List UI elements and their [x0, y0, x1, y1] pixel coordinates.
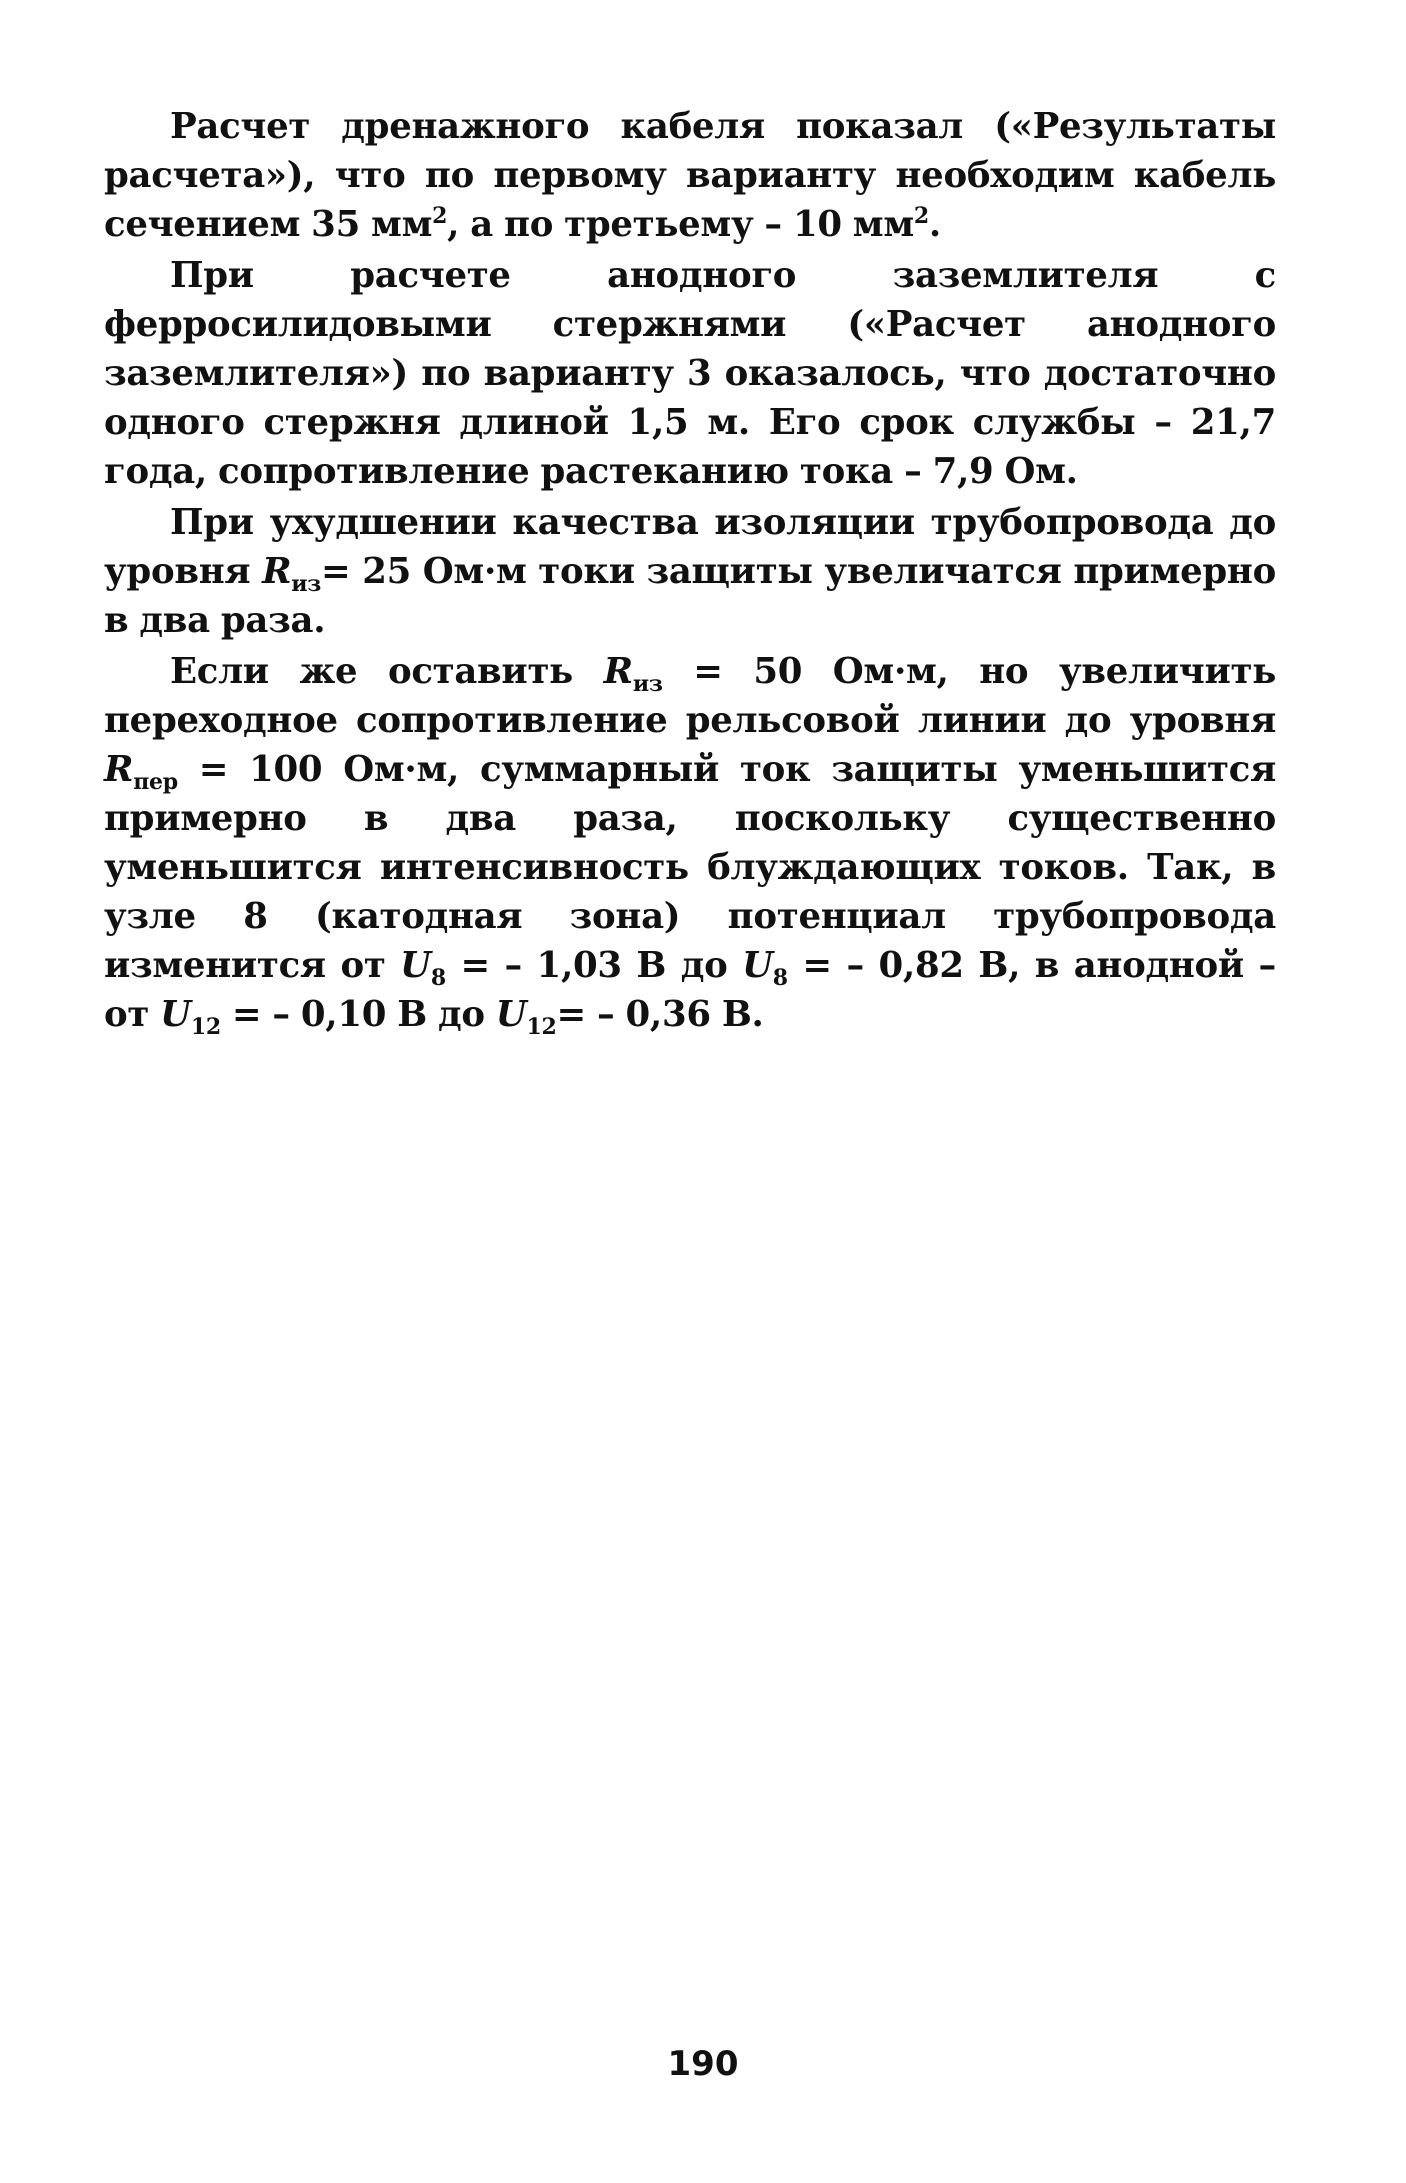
text-run: Если же оставить: [170, 651, 604, 692]
superscript: 2: [913, 203, 929, 229]
text-run: = – 0,82 В, в анодной – от: [104, 945, 1276, 1035]
text-run: Расчет дренажного кабеля показал («Результаты расчета»), что по первому варианту необходим кабель сечением 35 мм: [104, 106, 1276, 245]
subscript: из: [291, 571, 322, 597]
text-run: .: [928, 204, 941, 245]
subscript: 12: [526, 1014, 557, 1040]
text-run: = 100 Ом·м, суммарный ток защиты уменьшится примерно в два раза, поскольку существенно уменьшится интенсивность блуждающих токов. Так, в узле 8 (катодная зона) потенциал трубопровода изменится от: [104, 749, 1276, 986]
text-run: = – 0,36 В.: [556, 994, 764, 1035]
math-variable: U: [495, 994, 527, 1035]
text-run: При ухудшении качества изоляции трубопровода до уровня: [104, 502, 1276, 592]
paragraph-rail-resistance: [104, 647, 1276, 1039]
math-variable: U: [742, 945, 773, 986]
text-run: = 50 Ом·м, но увеличить переходное сопротивление рельсовой линии до уровня: [104, 651, 1277, 741]
math-variable: R: [104, 749, 134, 790]
paragraph-insulation-quality: [104, 498, 1276, 645]
paragraph-drainage-cable: [104, 102, 1276, 249]
math-variable: U: [160, 994, 191, 1035]
text-run: При расчете анодного заземлителя с ферросилидовыми стержнями («Расчет анодного заземлителя») по варианту 3 оказалось, что достаточно одного стержня длиной 1,5 м. Его срок службы – 21,7 года, сопротивление растеканию тока – 7,9 Ом.: [104, 255, 1276, 492]
subscript: 12: [190, 1014, 221, 1040]
subscript: 8: [430, 965, 446, 991]
text-run: = 25 Ом·м токи защиты увеличатся примерно в два раза.: [104, 551, 1276, 641]
body-text: [104, 102, 1276, 1039]
math-variable: R: [262, 551, 292, 592]
text-run: = – 0,10 В до: [220, 994, 496, 1035]
page-number: 190: [667, 2044, 739, 2084]
subscript: пер: [133, 769, 178, 795]
text-run: = – 1,03 В до: [445, 945, 743, 986]
subscript: из: [632, 671, 663, 697]
text-run: , а по третьему – 10 мм: [447, 204, 914, 245]
subscript: 8: [772, 965, 788, 991]
superscript: 2: [432, 203, 448, 229]
math-variable: U: [400, 945, 431, 986]
paragraph-anode-grounding: [104, 251, 1276, 496]
math-variable: R: [603, 651, 633, 692]
